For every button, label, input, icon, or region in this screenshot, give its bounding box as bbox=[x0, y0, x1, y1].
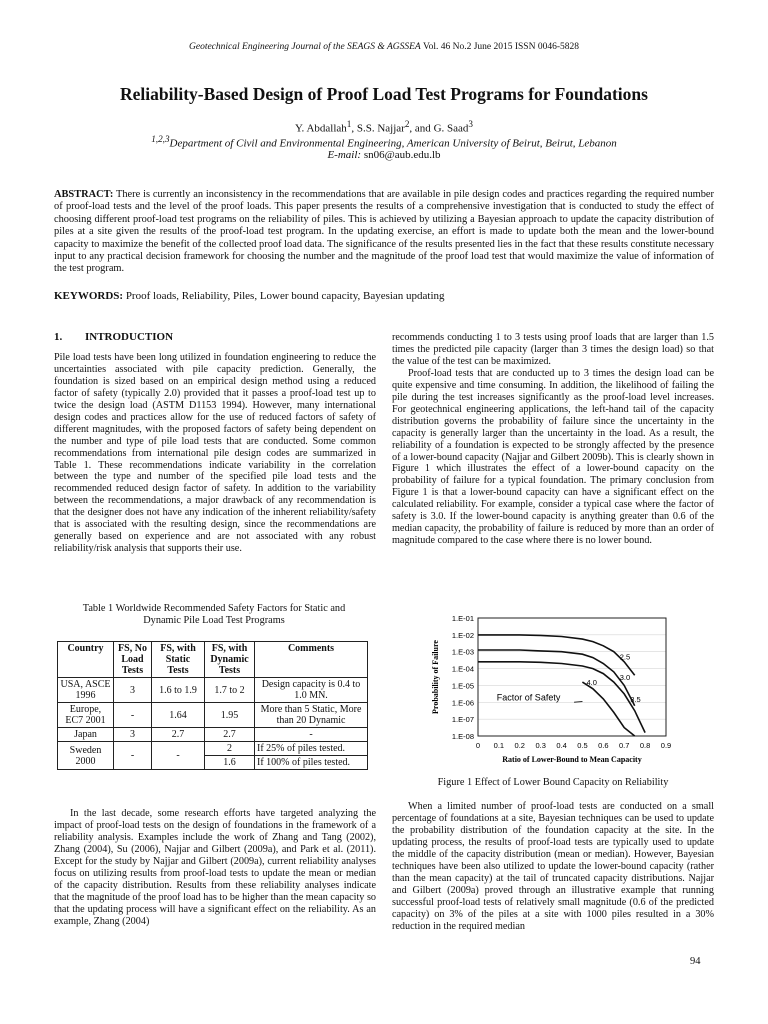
x-tick-label: 0.9 bbox=[660, 741, 672, 750]
intro-paragraph-5: When a limited number of proof-load tests are conducted on a small percentage of foundations at a site, Bayesian techniques can be used to update the probability distribution of the foundation capacity at the site. In the updating process, the results of proof-load tests are typically used to update the middle of the capacity distribution (mean or median). However, Bayesian techniques have been also utilized to update the lower-bound capacity (rather than the mean capacity) at the tail of truncated capacity distributions. Najjar and Gilbert (2009a) proved through an illustrative example that running successful proof-load tests of relatively small magnitude (0.6 of the predicted capacity) on 3% of the piles at a site with 1000 piles resulted in a 30% reduction in the required median bbox=[392, 801, 714, 932]
x-tick-label: 0.1 bbox=[493, 741, 505, 750]
y-tick-label: 1.E-02 bbox=[451, 630, 474, 640]
abstract: ABSTRACT: There is currently an inconsistency in the recommendations that are available in pile design codes and practices regarding the required number of proof-load tests and the level of the proof loads. This paper presents the results of a comprehensive investigation that is conducted to study the effect of choosing different proof-load test programs on the reliability of piles. This is achieved by utilizing a Bayesian approach to update the capacity distribution of piles at a site given the results of the proof-load test program. In the updating exercise, an effort is made to update both the mean and the lower-bound capacity to maximize the benefit of the collected proof load data. The significance of the results presented lies in the fact that these results constitute necessary input to any practical decision framework for choosing the number and the magnitude of the proof load test that would maximize the value of information of the test program. bbox=[54, 189, 714, 275]
journal-issue: Vol. 46 No.2 June 2015 ISSN 0046-5828 bbox=[422, 42, 579, 52]
table-row: Sweden 2000 - - 2 If 25% of piles tested. bbox=[58, 742, 368, 756]
author-2: S.S. Najjar bbox=[356, 122, 405, 135]
email-address: sn06@aub.edu.lb bbox=[363, 149, 441, 161]
y-axis-label: Probability of Failure bbox=[431, 640, 440, 714]
figure-1-chart bbox=[428, 612, 698, 772]
x-tick-label: 0.2 bbox=[514, 741, 525, 750]
journal-name: Geotechnical Engineering Journal of the SEAGS & AGSSEA bbox=[189, 42, 421, 52]
col-header-static: FS, with Static Tests bbox=[152, 642, 205, 678]
x-tick-label: 0 bbox=[475, 741, 481, 750]
col-header-comments: Comments bbox=[255, 642, 368, 678]
y-tick-label: 1.E-05 bbox=[451, 681, 474, 691]
page-number: 94 bbox=[690, 956, 701, 967]
author-1: Y. Abdallah bbox=[295, 122, 347, 135]
intro-paragraph-2: In the last decade, some research efforts have targeted analyzing the impact of proof-load tests on the design of foundations in the framework of a reliability analysis. Examples include the work of Zhang and Tang (2002), Zhang (2004), Su (2006), Najjar and Gilbert (2009a), and Park et al. (2011). Except for the study by Najjar and Gilbert (2009a), current reliability analyses focus on utilizing results from proof-load tests to update the mean or median of the capacity distribution. Results from these reliability analyses indicate that the magnitude of the proof load has to be higher than the mean capacity so that the updating process will have a significant effect on the reliability. As an example, Zhang (2004) bbox=[54, 808, 376, 927]
x-tick-label: 0.5 bbox=[577, 741, 588, 750]
series-label: 4.0 bbox=[586, 678, 597, 688]
table-row: Europe, EC7 2001 - 1.64 1.95 More than 5 Static, More than 20 Dynamic bbox=[58, 703, 368, 728]
right-column-top bbox=[392, 332, 714, 547]
x-tick-label: 0.6 bbox=[598, 741, 609, 750]
y-tick-label: 1.E-06 bbox=[451, 698, 474, 708]
x-tick-label: 0.7 bbox=[619, 741, 630, 750]
y-tick-label: 1.E-03 bbox=[451, 647, 474, 657]
x-tick-label: 0.4 bbox=[556, 741, 567, 750]
paper-title: Reliability-Based Design of Proof Load Test Programs for Foundations bbox=[120, 84, 648, 104]
col-header-no-load: FS, No Load Tests bbox=[114, 642, 152, 678]
y-tick-label: 1.E-07 bbox=[451, 715, 474, 725]
email-line: E-mail: sn06@aub.edu.lb bbox=[327, 149, 441, 161]
table-row: Japan 3 2.7 2.7 - bbox=[58, 728, 368, 742]
x-axis-label: Ratio of Lower-Bound to Mean Capacity bbox=[502, 755, 642, 764]
y-tick-label: 1.E-08 bbox=[451, 732, 474, 741]
col-header-dynamic: FS, with Dynamic Tests bbox=[205, 642, 255, 678]
author-list: Y. Abdallah$^1$, S.S. Najjar$^2$, and G. Saad$^3$ bbox=[295, 119, 473, 135]
table-row: USA, ASCE 1996 3 1.6 to 1.9 1.7 to 2 Design capacity is 0.4 to 1.0 MN. bbox=[58, 678, 368, 703]
col-header-country: Country bbox=[58, 642, 114, 678]
y-tick-label: 1.E-04 bbox=[451, 664, 474, 674]
x-tick-label: 0.3 bbox=[535, 741, 546, 750]
section-heading: 1. INTRODUCTION bbox=[54, 331, 174, 343]
series-label: 2.5 bbox=[619, 652, 631, 662]
journal-header bbox=[0, 42, 768, 52]
keywords: KEYWORDS: Proof loads, Reliability, Piles, Lower bound capacity, Bayesian updating bbox=[54, 290, 445, 302]
series-label: 3.0 bbox=[619, 672, 631, 682]
figure-caption: Figure 1 Effect of Lower Bound Capacity on Reliability bbox=[437, 777, 669, 788]
table-row: 1.6 If 100% of piles tested. bbox=[58, 756, 368, 770]
table-1 bbox=[57, 641, 368, 770]
factor-of-safety-annotation: Factor of Safety bbox=[496, 692, 561, 703]
series-label: 3.5 bbox=[630, 694, 641, 704]
table-caption: Table 1 Worldwide Recommended Safety Factors for Static and Dynamic Pile Load Test Programs bbox=[82, 603, 346, 626]
intro-paragraph-1: Pile load tests have been long utilized in foundation engineering to reduce the uncertainties associated with pile capacity prediction. Generally, the foundation is sized based on an empirical design method using a reduced factor of safety (typically 2.0) provided that it passes a proof-load test up to twice the design load (ASTM D1153 1994). However, many international design codes and practices allow for the use of reduced factors of safety of different magnitudes, with the proposed factors of safety being dependent on the number and type of pile load tests that are conducted. Some common recommendations from international pile design codes are summarized in Table 1. These recommendations indicate variability in the correlation between the type and number of the specified pile load tests and the recommended reduced design factor of safety. In addition to the variability between the recommendations, a major drawback of any recommendation is that the designer does not have any indication of the inherent reliability/safety that is associated with the resulting design, since the recommendations are generally based on experience and are not associated with any robust reliability/risk analysis that supports their use. bbox=[54, 351, 376, 555]
intro-paragraph-4: Proof-load tests that are conducted up to 3 times the design load can be quite expensive and time consuming. In addition, the likelihood of failing the pile during the test increases significantly as the proof-load level increases. For geotechnical engineering applications, the left-hand tail of the capacity distribution governs the probability of failure since the uncertainty in the capacity is generally larger than the uncertainty in the load. As a result, the reliability of a foundation is expected to be strongly affected by the presence of a lower-bound capacity (Najjar and Gilbert 2009b). This is clearly shown in Figure 1 which illustrates the effect of a lower-bound capacity on the probability of failure for a typical foundation. The primary conclusion from Figure 1 is that a lower-bound capacity can have a significant effect on the calculated reliability. For example, consider a typical case where the factor of safety is 3.0. If the lower-bound capacity is anything greater than 0.6 of the median capacity, the probability of failure is reduced by more than an order of magnitude compared to the case where there is no lower bound. bbox=[392, 367, 714, 547]
intro-paragraph-3: recommends conducting 1 to 3 tests using proof loads that are larger than 1.5 times the predicted pile capacity (larger than 3 times the design load) so that the value of the test can be maximized. bbox=[392, 332, 714, 367]
left-column-bottom bbox=[54, 808, 376, 928]
author-3: G. Saad bbox=[433, 122, 469, 135]
left-column-top bbox=[54, 332, 376, 555]
y-tick-label: 1.E-01 bbox=[451, 614, 474, 623]
right-column-bottom bbox=[392, 801, 714, 932]
affiliation: $^{1,2,3}$Department of Civil and Environmental Engineering, American University of Beirut, Beirut, Lebanon bbox=[151, 134, 617, 150]
x-tick-label: 0.8 bbox=[639, 741, 651, 750]
